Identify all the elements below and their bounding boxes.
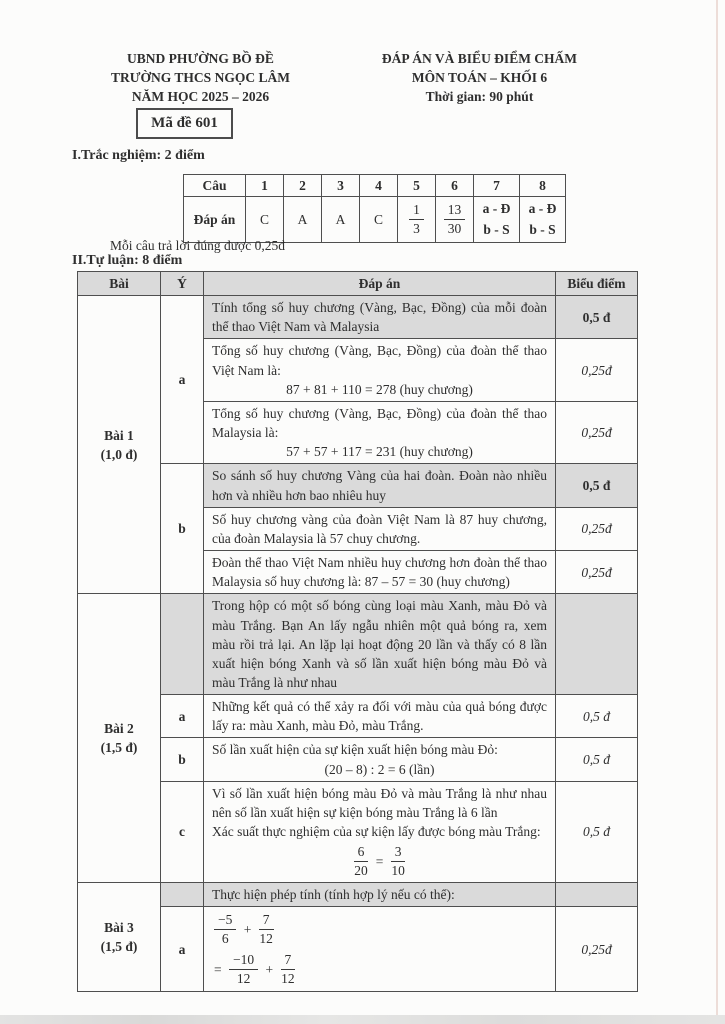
math-line-1: $\frac{-5}{6}$ + $\frac{7}{12}$	[212, 909, 547, 949]
authority-line-2: TRƯỜNG THCS NGỌC LÂM	[111, 69, 290, 85]
bai1-task-b: So sánh số huy chương Vàng của hai đoàn. Đoàn nào nhiều hơn và nhiều hơn bao nhiêu huy	[204, 464, 556, 507]
points-cell: 0,25đ	[556, 507, 638, 550]
exam-code-box	[136, 108, 233, 139]
mc-header-cau: Câu	[184, 175, 246, 197]
fraction-3-10: $\frac{3}{10}$	[391, 844, 405, 878]
bai1-answer-a2: Tổng số huy chương (Vàng, Bạc, Đồng) của đoàn thể thao Malaysia là: 57 + 57 + 117 = 231 (huy chương)	[204, 401, 556, 463]
points-cell: 0,25đ	[556, 551, 638, 594]
points-cell: 0,5 đ	[556, 695, 638, 738]
authority-line-1: UBND PHƯỜNG BỒ ĐỀ	[127, 51, 274, 66]
table-row	[78, 695, 638, 738]
mc-answer-row	[184, 197, 566, 243]
duration-line: Thời gian: 90 phút	[425, 88, 534, 104]
subject-line: MÔN TOÁN – KHỐI 6	[411, 69, 548, 85]
points-cell: 0,25đ	[556, 339, 638, 401]
points-cell: 0,25đ	[556, 907, 638, 992]
document-title: ĐÁP ÁN VÀ BIỂU ĐIỂM CHẤM	[381, 51, 578, 66]
bai2-y-intro	[161, 594, 204, 695]
points-cell	[556, 883, 638, 907]
table-row	[78, 883, 638, 907]
bai3-answer-a	[204, 907, 556, 992]
scan-shadow-artifact	[0, 1015, 725, 1024]
points-cell: 0,25đ	[556, 401, 638, 463]
formula: (20 – 8) : 2 = 6 (lần)	[324, 761, 435, 777]
fraction-7-12: $\frac{7}{12}$	[259, 912, 273, 946]
bai1-label-cell: Bài 1 (1,0 đ)	[78, 296, 161, 594]
table-row	[78, 296, 638, 339]
col-header-bai: Bài	[78, 272, 161, 296]
issuing-authority-block	[78, 50, 323, 107]
scoring-note: Mỗi câu trả lời đúng được 0,25đ	[110, 238, 285, 253]
bai1-task-a: Tính tổng số huy chương (Vàng, Bạc, Đồng) của mỗi đoàn thể thao Việt Nam và Malaysia	[204, 296, 556, 339]
exam-code-label: Mã đề 601	[151, 115, 218, 131]
mc-answer-q6	[436, 197, 474, 243]
mc-header-q6: 6	[436, 175, 474, 197]
fraction-1-3: $\frac{1}{3}$	[407, 202, 426, 236]
math-line-2: = $\frac{-10}{12}$ + $\frac{7}{12}$	[212, 949, 547, 989]
mc-answer-label: Đáp án	[184, 197, 246, 243]
probability-fraction: $\frac{6}{20}$ = $\frac{3}{10}$	[212, 841, 547, 880]
col-header-dapan: Đáp án	[204, 272, 556, 296]
points-cell: 0,5 đ	[556, 781, 638, 883]
table-row	[78, 464, 638, 507]
fraction-7-12b: $\frac{7}{12}$	[281, 952, 295, 986]
mc-header-q1: 1	[246, 175, 284, 197]
mc-answer-q5	[398, 197, 436, 243]
table-row	[78, 907, 638, 992]
mc-answer-q3: A	[322, 197, 360, 243]
mc-answer-q2: A	[284, 197, 322, 243]
table-row	[78, 738, 638, 781]
bai2-y-b: b	[161, 738, 204, 781]
col-header-y: Ý	[161, 272, 204, 296]
bai2-problem-statement: Trong hộp có một số bóng cùng loại màu Xanh, màu Đỏ và màu Trắng. Bạn An lấy ngẫu nhiên một quả bóng ra, xem màu rồi trả lại. An lặp lại hoạt động 20 lần và thấy có 8 lần xuất hiện bóng Xanh và số lần xuất hiện bóng màu Đỏ và màu Trắng là như nhau	[204, 594, 556, 695]
fraction-neg10-12: $\frac{-10}{12}$	[227, 952, 260, 986]
bai1-answer-a1: Tổng số huy chương (Vàng, Bạc, Đồng) của đoàn thể thao Việt Nam là: 87 + 81 + 110 = 278 (huy chương)	[204, 339, 556, 401]
fraction-neg5-6: $\frac{-5}{6}$	[212, 912, 238, 946]
bai2-y-a: a	[161, 695, 204, 738]
section1-title: I.Trắc nghiệm: 2 điểm	[72, 148, 205, 163]
table-row	[78, 594, 638, 695]
mc-header-q8: 8	[520, 175, 566, 197]
table-row	[78, 781, 638, 883]
points-cell: 0,5 đ	[556, 296, 638, 339]
bai2-label-cell: Bài 2 (1,5 đ)	[78, 594, 161, 883]
points-cell: 0,5 đ	[556, 464, 638, 507]
mc-header-q5: 5	[398, 175, 436, 197]
section2-title: II.Tự luận: 8 điểm	[72, 253, 183, 268]
bai2-answer-a: Những kết quả có thể xảy ra đối với màu của quả bóng được lấy ra: màu Xanh, màu Đỏ, màu Trắng.	[204, 695, 556, 738]
essay-header-row	[78, 272, 638, 296]
mc-header-q3: 3	[322, 175, 360, 197]
col-header-bieudiem: Biểu điểm	[556, 272, 638, 296]
document-title-block	[352, 50, 607, 107]
bai3-y-intro	[161, 883, 204, 907]
bai1-y-b: b	[161, 464, 204, 594]
bai2-y-c: c	[161, 781, 204, 883]
mc-header-q7: 7	[474, 175, 520, 197]
scan-edge-artifact	[716, 0, 718, 1024]
bai3-label-cell: Bài 3 (1,5 đ)	[78, 883, 161, 992]
essay-answer-table	[77, 271, 638, 992]
points-cell: 0,5 đ	[556, 738, 638, 781]
fraction-13-30: $\frac{13}{30}$	[442, 202, 468, 236]
school-year-line: NĂM HỌC 2025 – 2026	[131, 88, 270, 104]
bai3-task: Thực hiện phép tính (tính hợp lý nếu có thể):	[204, 883, 556, 907]
mc-header-q2: 2	[284, 175, 322, 197]
bai3-y-a: a	[161, 907, 204, 992]
mc-answer-q1: C	[246, 197, 284, 243]
fraction-6-20: $\frac{6}{20}$	[354, 844, 368, 878]
bai1-answer-b2: Đoàn thể thao Việt Nam nhiều huy chương hơn đoàn thể thao Malaysia số huy chương là: 87 – 57 = 30 (huy chương)	[204, 551, 556, 594]
bai2-answer-b: Số lần xuất hiện của sự kiện xuất hiện bóng màu Đỏ: (20 – 8) : 2 = 6 (lần)	[204, 738, 556, 781]
formula: 57 + 57 + 117 = 231 (huy chương)	[286, 444, 473, 460]
bai2-answer-c: Vì số lần xuất hiện bóng màu Đỏ và màu Trắng là như nhau nên số lần xuất hiện sự kiện bóng màu Trắng là 6 lần Xác suất thực nghiệm của sự kiện lấy được bóng màu Trắng: $\frac{6}{20}$ = $\frac{3}{10}$	[204, 781, 556, 883]
mc-header-q4: 4	[360, 175, 398, 197]
multiple-choice-table	[183, 174, 566, 243]
bai1-answer-b1: Số huy chương vàng của đoàn Việt Nam là 87 huy chương, của đoàn Malaysia là 57 chuy chương.	[204, 507, 556, 550]
mc-header-row	[184, 175, 566, 197]
mc-answer-q8: a - Đ b - S	[520, 197, 566, 243]
bai1-y-a: a	[161, 296, 204, 464]
mc-answer-q7: a - Đ b - S	[474, 197, 520, 243]
formula: 87 + 81 + 110 = 278 (huy chương)	[286, 381, 473, 397]
points-cell	[556, 594, 638, 695]
mc-answer-q4: C	[360, 197, 398, 243]
